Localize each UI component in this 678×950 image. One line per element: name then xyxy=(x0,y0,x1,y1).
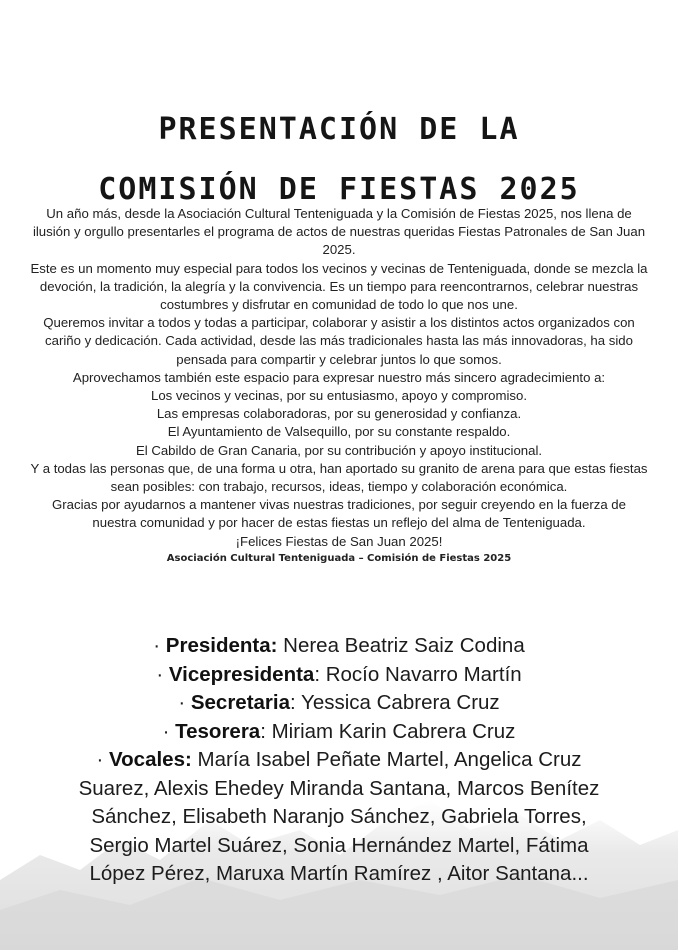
paragraph: Un año más, desde la Asociación Cultural Tenteniguada y la Comisión de Fiestas 2025, nos llena de ilusión y orgullo presentarles el programa de actos de nuestras queridas Fiestas Patronales de San Juan 2025. xyxy=(32,206,646,258)
paragraph: Aprovechamos también este espacio para expresar nuestro más sincero agradecimiento a: xyxy=(72,369,606,385)
paragraph: Queremos invitar a todos y todas a participar, colaborar y asistir a los distintos actos organizados con cariño y dedicación. Cada actividad, desde las más tradicionales hasta las más innovadoras, ha sido pensada para compartir y celebrar juntos lo que somos. xyxy=(43,315,635,367)
member-role: Tesorera xyxy=(175,719,261,743)
member-tesorera xyxy=(60,718,618,747)
paragraph: ¡Felices Fiestas de San Juan 2025! xyxy=(235,533,443,549)
paragraph: Las empresas colaboradoras, por su generosidad y confianza. xyxy=(156,406,522,422)
member-vicepresidenta xyxy=(60,661,618,690)
member-presidenta xyxy=(60,632,618,661)
member-role: Vocales: xyxy=(109,748,192,771)
signature: Asociación Cultural Tenteniguada – Comisión de Fiestas 2025 xyxy=(166,552,512,564)
bullet: · xyxy=(153,634,161,657)
paragraph: El Ayuntamiento de Valsequillo, por su constante respaldo. xyxy=(167,424,511,440)
paragraph: Los vecinos y vecinas, por su entusiasmo, apoyo y compromiso. xyxy=(150,388,528,404)
paragraph: Y a todas las personas que, de una forma u otra, han aportado su granito de arena para que estas fiestas sean posibles: con trabajo, recursos, ideas, tiempo y colaboración económica. xyxy=(30,460,648,495)
member-name: Nerea Beatriz Saiz Codina xyxy=(277,634,525,657)
member-role: Presidenta: xyxy=(165,634,278,657)
commission-members xyxy=(60,632,618,889)
member-name: María Isabel Peñate Martel, Angelica Cruz Suarez, Alexis Ehedey Miranda Santana, Marcos Benítez Sánchez, Elisabeth Naranjo Sánchez, Gabriela Torres, Sergio Martel Suárez, Sonia Hernández Martel, Fátima López Pérez, Maruxa Martín Ramírez , Aitor Santana... xyxy=(78,748,600,885)
member-role: Vicepresidenta xyxy=(168,662,315,686)
title-line-2: COMISIÓN DE FIESTAS 2025 xyxy=(98,172,580,208)
member-name: : Rocío Navarro Martín xyxy=(314,662,522,686)
bullet: · xyxy=(96,748,104,771)
paragraph: Este es un momento muy especial para todos los vecinos y vecinas de Tenteniguada, donde se mezcla la devoción, la tradición, la alegría y la convivencia. Es un tiempo para reencontrarnos, celebrar nuestras costumbres y disfrutar en comunidad de todo lo que nos une. xyxy=(30,260,648,313)
title-line-1: PRESENTACIÓN DE LA xyxy=(158,112,520,148)
member-name: : Yessica Cabrera Cruz xyxy=(290,691,500,714)
paragraph: El Cabildo de Gran Canaria, por su contribución y apoyo institucional. xyxy=(135,442,543,458)
paragraph: Gracias por ayudarnos a mantener vivas nuestras tradiciones, por seguir creyendo en la fuerza de nuestra comunidad y por hacer de estas fiestas un reflejo del alma de Tenteniguada. xyxy=(52,497,626,531)
member-name: : Miriam Karin Cabrera Cruz xyxy=(260,719,516,743)
member-role: Secretaria xyxy=(190,691,291,714)
bullet: · xyxy=(178,691,186,714)
bullet: · xyxy=(162,719,170,743)
member-secretaria xyxy=(60,689,618,718)
member-vocales xyxy=(60,746,618,889)
presentation-text xyxy=(30,205,648,566)
bullet: · xyxy=(156,662,164,686)
page-title xyxy=(0,100,678,220)
